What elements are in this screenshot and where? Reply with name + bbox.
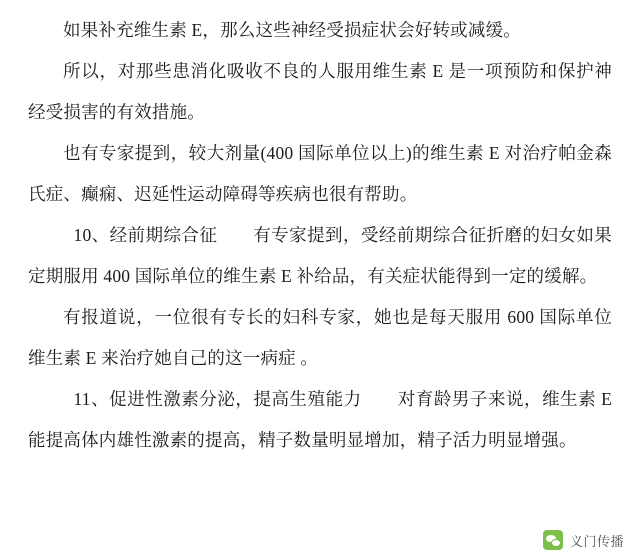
paragraph: 也有专家提到，较大剂量(400 国际单位以上)的维生素 E 对治疗帕金森氏症、癫痫、迟延性运动障碍等疾病也很有帮助。 <box>28 143 612 204</box>
footer-account-name: 义门传播 <box>569 533 624 549</box>
paragraph-section-10: 10、经前期综合征 有专家提到，受经前期综合征折磨的妇女如果定期服用 400 国际单位的维生素 E 补给品，有关症状能得到一定的缓解。 <box>28 225 612 286</box>
paragraph: 有报道说，一位很有专长的妇科专家，她也是每天服用 600 国际单位维生素 E 来治疗她自己的这一病症 。 <box>28 307 612 368</box>
wechat-icon <box>543 530 563 550</box>
paragraph-section-11: 11、促进性激素分泌，提高生殖能力 对育龄男子来说，维生素 E 能提高体内雄性激素的提高，精子数量明显增加，精子活力明显增强。 <box>28 389 612 450</box>
paragraph: 如果补充维生素 E，那么这些神经受损症状会好转或减缓。 <box>63 20 521 40</box>
paragraph: 所以，对那些患消化吸收不良的人服用维生素 E 是一项预防和保护神经受损害的有效措施。 <box>28 61 612 122</box>
footer-watermark <box>0 521 640 559</box>
